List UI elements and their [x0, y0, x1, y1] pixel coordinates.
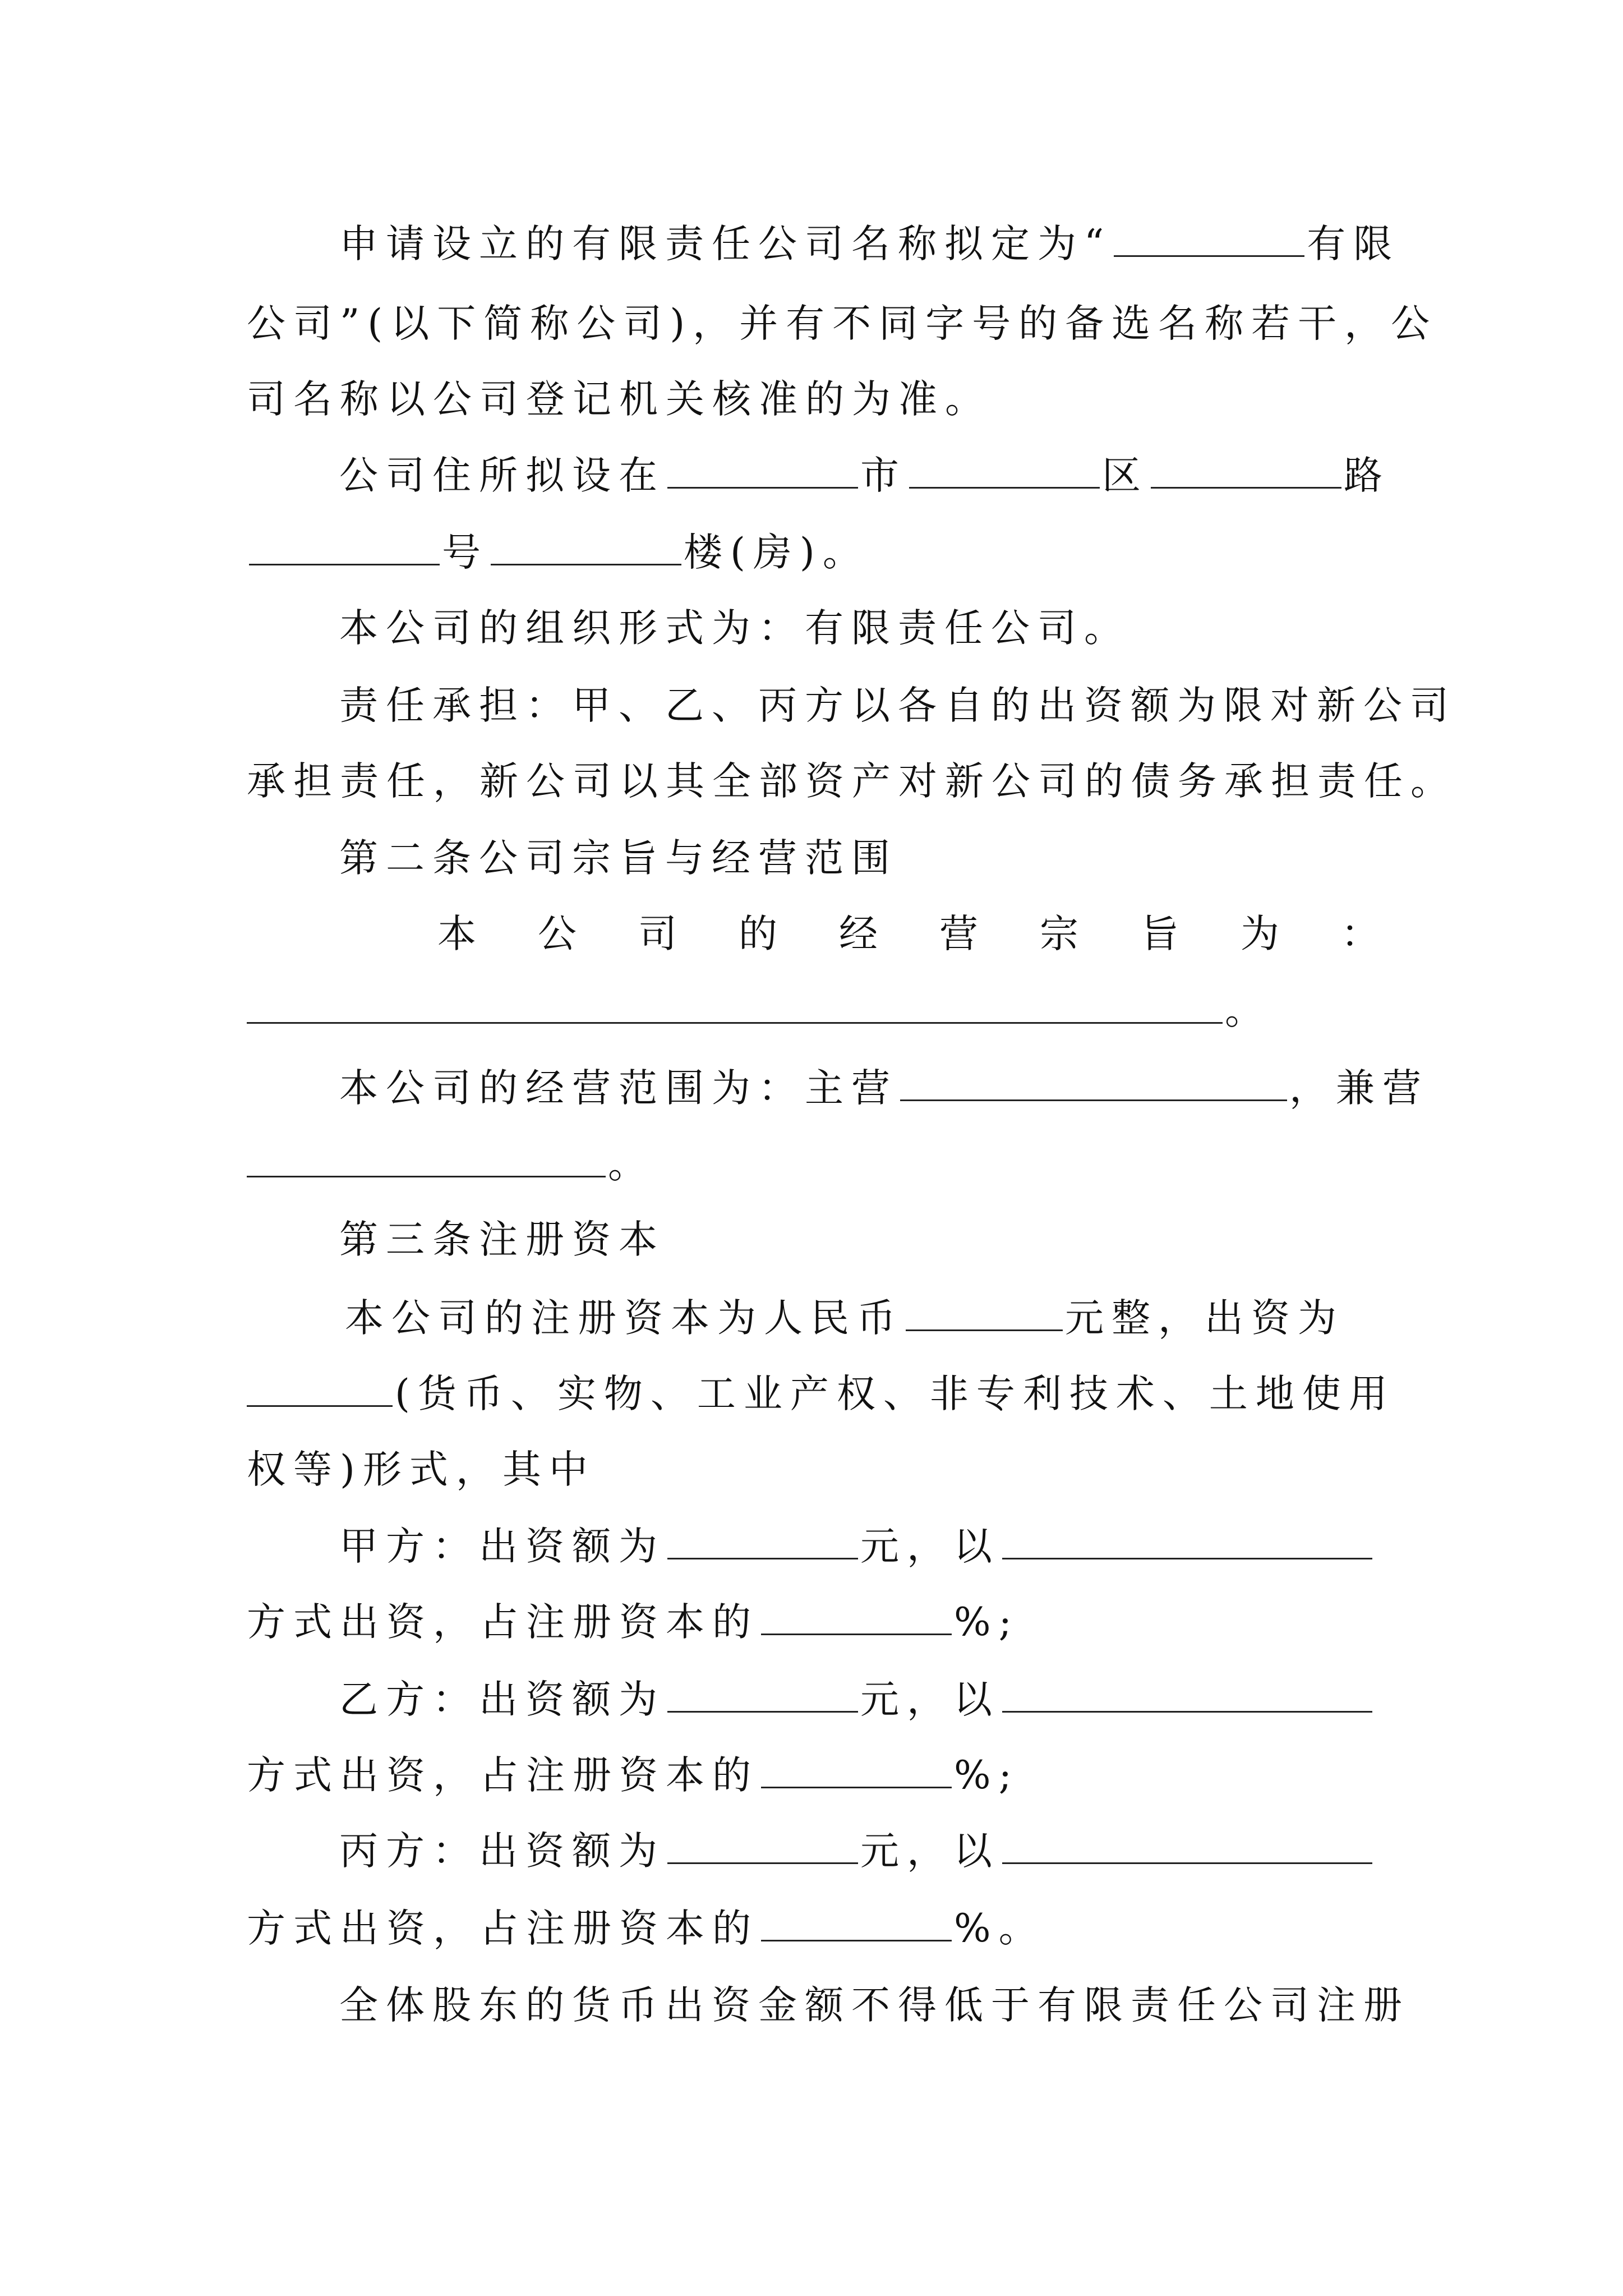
capital-amount-blank[interactable]: [906, 1289, 1063, 1331]
text: 元，以: [860, 1677, 1000, 1722]
district-blank[interactable]: [909, 447, 1100, 489]
text: 。: [1225, 988, 1271, 1033]
party-c-line-2: [247, 1895, 1380, 1962]
text: 本公司的注册资本为人民币: [345, 1296, 903, 1341]
cash-contribution-line: [339, 1972, 1410, 2039]
text: 有限: [1307, 222, 1400, 266]
text: 责任承担：甲、乙、丙方以各自的出资额为限对新公司: [339, 683, 1456, 728]
text: 司名称以公司登记机关核准的为准。: [247, 377, 992, 422]
text: 全体股东的货币出资金额不得低于有限责任公司注册: [339, 1983, 1410, 2028]
party-a-amount-blank[interactable]: [667, 1517, 858, 1559]
party-a-percent-blank[interactable]: [761, 1593, 952, 1635]
text: 元，以: [860, 1829, 1000, 1874]
company-name-line-3: [247, 366, 1380, 433]
main-business-blank[interactable]: [900, 1059, 1287, 1101]
text: 方式出资，占注册资本的: [247, 1906, 759, 1951]
text: 第三条注册资本: [339, 1217, 665, 1262]
text: 。: [608, 1142, 654, 1187]
capital-line-3: [247, 1436, 1380, 1503]
company-name-blank[interactable]: [1114, 215, 1304, 257]
text: 方式出资，占注册资本的: [247, 1600, 759, 1645]
char: 旨: [1140, 912, 1179, 956]
char: 公: [538, 912, 577, 956]
text: 市: [860, 453, 907, 498]
char: 经: [839, 912, 878, 956]
char: 宗: [1040, 912, 1078, 956]
text: 区: [1102, 453, 1149, 498]
scope-line-2: [247, 1131, 1380, 1198]
char: 的: [739, 912, 777, 956]
text: 号: [442, 530, 488, 575]
party-c-percent-blank[interactable]: [761, 1899, 952, 1941]
party-b-method-blank[interactable]: [1002, 1671, 1372, 1713]
text: %;: [954, 1753, 1020, 1798]
party-b-percent-blank[interactable]: [761, 1746, 952, 1788]
capital-line-2: [247, 1360, 1395, 1428]
article-2-heading: [339, 825, 1380, 892]
text: 乙方：出资额为: [339, 1677, 665, 1722]
text: 申请设立的有限责任公司名称拟定为“: [339, 222, 1112, 266]
liability-line-2: [247, 748, 1457, 815]
text: 公司住所拟设在: [339, 453, 665, 498]
road-blank[interactable]: [1151, 447, 1341, 489]
party-b-amount-blank[interactable]: [667, 1671, 858, 1713]
purpose-line-2: [247, 977, 1380, 1045]
text: 丙方：出资额为: [339, 1829, 665, 1874]
char: 营: [939, 912, 978, 956]
org-form-line: [339, 595, 1380, 662]
text: %;: [954, 1600, 1020, 1645]
address-line-1: [339, 442, 1390, 509]
text: 第二条公司宗旨与经营范围: [339, 836, 898, 881]
party-a-line-1: [339, 1513, 1380, 1580]
liability-line-1: [339, 672, 1456, 739]
capital-line-1: [345, 1285, 1385, 1352]
text: ，兼营: [1289, 1066, 1429, 1111]
text: 甲方：出资额为: [339, 1524, 665, 1569]
char: 司: [638, 912, 677, 956]
char: ：: [1341, 912, 1380, 956]
text: 楼(房)。: [684, 530, 869, 575]
char: 本: [437, 912, 476, 956]
text: (货币、实物、工业产权、非专利技术、土地使用: [395, 1372, 1395, 1416]
party-b-line-1: [339, 1666, 1380, 1733]
text: 权等)形式，其中: [247, 1447, 596, 1492]
text: 承担责任，新公司以其全部资产对新公司的债务承担责任。: [247, 759, 1457, 804]
address-line-2: [247, 519, 1380, 586]
text: 元整，出资为: [1065, 1296, 1344, 1341]
text: 本公司的组织形式为：有限责任公司。: [339, 606, 1131, 651]
secondary-business-blank[interactable]: [247, 1135, 606, 1177]
text: 方式出资，占注册资本的: [247, 1753, 759, 1798]
party-a-method-blank[interactable]: [1002, 1517, 1372, 1559]
party-a-line-2: [247, 1589, 1380, 1656]
party-c-amount-blank[interactable]: [667, 1822, 858, 1864]
number-blank[interactable]: [249, 523, 440, 565]
text: 本公司的经营范围为：主营: [339, 1066, 898, 1111]
company-name-line-2: [247, 290, 1438, 357]
building-blank[interactable]: [491, 523, 681, 565]
purpose-line-1: [437, 900, 1380, 968]
article-3-heading: [339, 1206, 1380, 1273]
text: %。: [954, 1906, 1045, 1951]
party-c-method-blank[interactable]: [1002, 1822, 1372, 1864]
city-blank[interactable]: [667, 447, 858, 489]
purpose-blank[interactable]: [247, 982, 1223, 1024]
party-b-line-2: [247, 1742, 1380, 1809]
scope-line-1: [339, 1055, 1429, 1122]
text: 公司”(以下简称公司)，并有不同字号的备选名称若干，公: [247, 301, 1438, 346]
contribution-form-blank[interactable]: [247, 1365, 393, 1407]
char: 为: [1241, 912, 1279, 956]
text: 路: [1344, 453, 1390, 498]
text: 元，以: [860, 1524, 1000, 1569]
company-name-line-1: [339, 210, 1400, 278]
party-c-line-1: [339, 1818, 1380, 1885]
